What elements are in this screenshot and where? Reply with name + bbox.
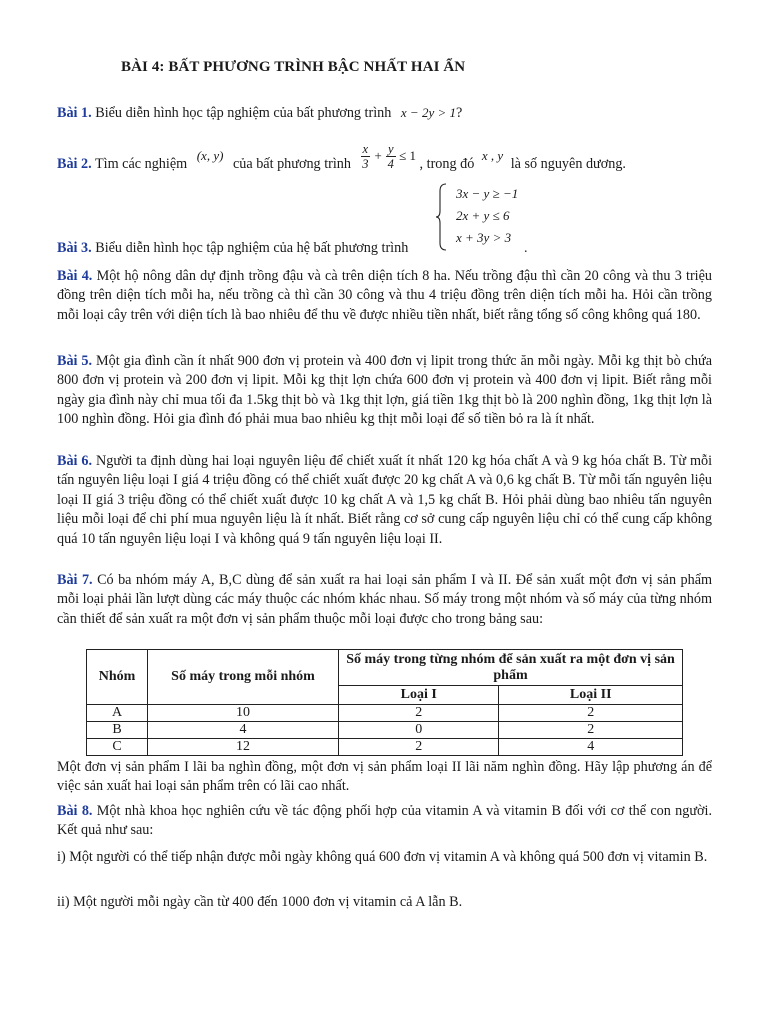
table-row: C 12 2 4 <box>87 739 683 756</box>
fraction-x-over-3: $\frac{x}{3}$ <box>362 142 369 171</box>
exercise-1 <box>57 105 462 122</box>
table-row: B 4 0 2 <box>87 722 683 739</box>
exercise-2-vars: x , y <box>481 147 504 163</box>
system-line-1: 3x − y ≥ −1 <box>456 186 519 201</box>
machine-table <box>86 649 683 756</box>
exercise-8-text: Một nhà khoa học nghiên cứu về tác động phối hợp của vitamin A và vitamin B đối với cơ thể con người. Kết quả như sau: <box>57 803 713 839</box>
exercise-1-text: Biểu diễn hình học tập nghiệm của bất phương trình <box>95 105 392 121</box>
exercise-2 <box>57 142 626 171</box>
exercise-1-label: Bài 1. <box>57 105 92 121</box>
table-header-group: Nhóm <box>87 650 148 705</box>
exercise-6 <box>57 452 712 549</box>
exercise-2-inequality: $\frac{x}{3}$ + $\frac{y}{4}$ ≤ 1 <box>362 142 416 171</box>
exercise-3 <box>57 240 408 257</box>
fraction-y-over-4: $\frac{y}{4}$ <box>387 142 394 171</box>
exercise-7-label: Bài 7. <box>57 572 93 588</box>
exercise-4 <box>57 267 712 325</box>
table-header-span: Số máy trong từng nhóm để sản xuất ra một đơn vị sản phẩm <box>339 650 683 686</box>
exercise-5-label: Bài 5. <box>57 353 93 369</box>
exercise-3-text: Biểu diễn hình học tập nghiệm của hệ bất phương trình <box>95 240 409 256</box>
exercise-1-inequality: x − 2y > 1 <box>400 105 456 120</box>
table-header-count: Số máy trong mỗi nhóm <box>148 650 339 705</box>
exercise-7-conclusion: Một đơn vị sản phẩm I lãi ba nghìn đồng, một đơn vị sản phẩm loại II lãi năm nghìn đồng. Hãy lập phương án để việc sản xuất hai loại sản phẩm trên có lãi cao nhất. <box>57 759 712 795</box>
exercise-2-text-3: , trong đó <box>419 155 475 172</box>
exercise-5-text: Một gia đình cần ít nhất 900 đơn vị protein và 400 đơn vị lipit trong thức ăn mỗi ngày. Mỗi kg thịt bò chứa 800 đơn vị protein và 200 đơn vị lipit. Mỗi kg thịt lợn chứa 600 đơn vị protein và 400 đơn vị lipit. Biết rằng mỗi ngày gia đình này chỉ mua tối đa 1.5kg thịt bò và 1kg thịt lợn, giá tiền 1kg thịt bò là 200 nghìn đồng, 1kg thịt lợn là 100 nghìn đồng. Hỏi gia đình đó phải mua bao nhiêu kg thịt mỗi loại để số tiền bỏ ra là ít nhất. <box>57 353 712 428</box>
exercise-6-text: Người ta định dùng hai loại nguyên liệu để chiết xuất ít nhất 120 kg hóa chất A và 9 kg hóa chất B. Từ mỗi tấn nguyên liệu loại I giá 4 triệu đồng có thể chiết xuất được 20 kg chất A và 0,6 kg chất B. Từ mỗi tấn nguyên liệu loại II giá 3 triệu đồng có thể chiết xuất được 10 kg chất A và 1,5 kg chất B. Hỏi phải dùng bao nhiêu tấn nguyên liệu mỗi loại để chi phí mua nguyên liệu là ít nhất. Biết rằng cơ sở cung cấp nguyên liệu chỉ có thể cung cấp không quá 10 tấn nguyên liệu loại I và không quá 9 tấn nguyên liệu loại II. <box>57 453 713 547</box>
system-line-2: 2x + y ≤ 6 <box>456 208 510 223</box>
table-header-type-1: Loại I <box>339 686 499 705</box>
exercise-7-text: Có ba nhóm máy A, B,C dùng để sản xuất ra hai loại sản phẩm I và II. Để sản xuất một đơn vị sản phẩm mỗi loại phải lần lượt dùng các máy thuộc các nhóm khác nhau. Số máy trong một nhóm và số máy của từng nhóm cần thiết để sản xuất ra một đơn vị sản phẩm thuộc mỗi loại được cho trong bảng sau: <box>57 572 713 627</box>
table-header-type-2: Loại II <box>499 686 683 705</box>
exercise-4-text: Một hộ nông dân dự định trồng đậu và cà trên diện tích 8 ha. Nếu trồng đậu thì cần 20 công và thu 3 triệu đồng trên diện tích mỗi ha, nếu trồng cà thì cần 30 công và thu 4 triệu đồng trên diện tích mỗi ha. Hỏi cần trồng mỗi loại cây trên với diện tích là bao nhiêu để thu về được nhiều tiền nhất, biết rằng tổng số công không quá 180. <box>57 268 712 323</box>
exercise-8 <box>57 802 712 841</box>
exercise-3-label: Bài 3. <box>57 240 92 256</box>
document-title: BÀI 4: BẤT PHƯƠNG TRÌNH BẬC NHẤT HAI ẨN <box>121 59 466 75</box>
exercise-2-text-2: của bất phương trình <box>232 155 351 172</box>
exercise-2-text-4: là số nguyên dương. <box>510 155 626 172</box>
exercise-8-item-i: i) Một người có thể tiếp nhận được mỗi ngày không quá 600 đơn vị vitamin A và không quá 500 đơn vị vitamin B. <box>57 849 708 865</box>
exercise-1-end: ? <box>456 105 463 121</box>
exercise-8-item-ii: ii) Một người mỗi ngày cần từ 400 đến 1000 đơn vị vitamin cả A lẫn B. <box>57 894 463 910</box>
exercise-2-label: Bài 2. <box>57 155 92 172</box>
exercise-5 <box>57 352 712 430</box>
exercise-6-label: Bài 6. <box>57 453 93 469</box>
inequality-system <box>446 183 518 249</box>
system-line-3: x + 3y > 3 <box>456 230 512 245</box>
exercise-2-text-1: Tìm các nghiệm <box>94 155 188 172</box>
exercise-7 <box>57 571 712 629</box>
table-row: A 10 2 2 <box>87 705 683 722</box>
exercise-2-pair: (x, y) <box>196 147 224 163</box>
exercise-3-end: . <box>524 241 528 256</box>
exercise-4-label: Bài 4. <box>57 268 93 284</box>
exercise-8-label: Bài 8. <box>57 803 93 819</box>
